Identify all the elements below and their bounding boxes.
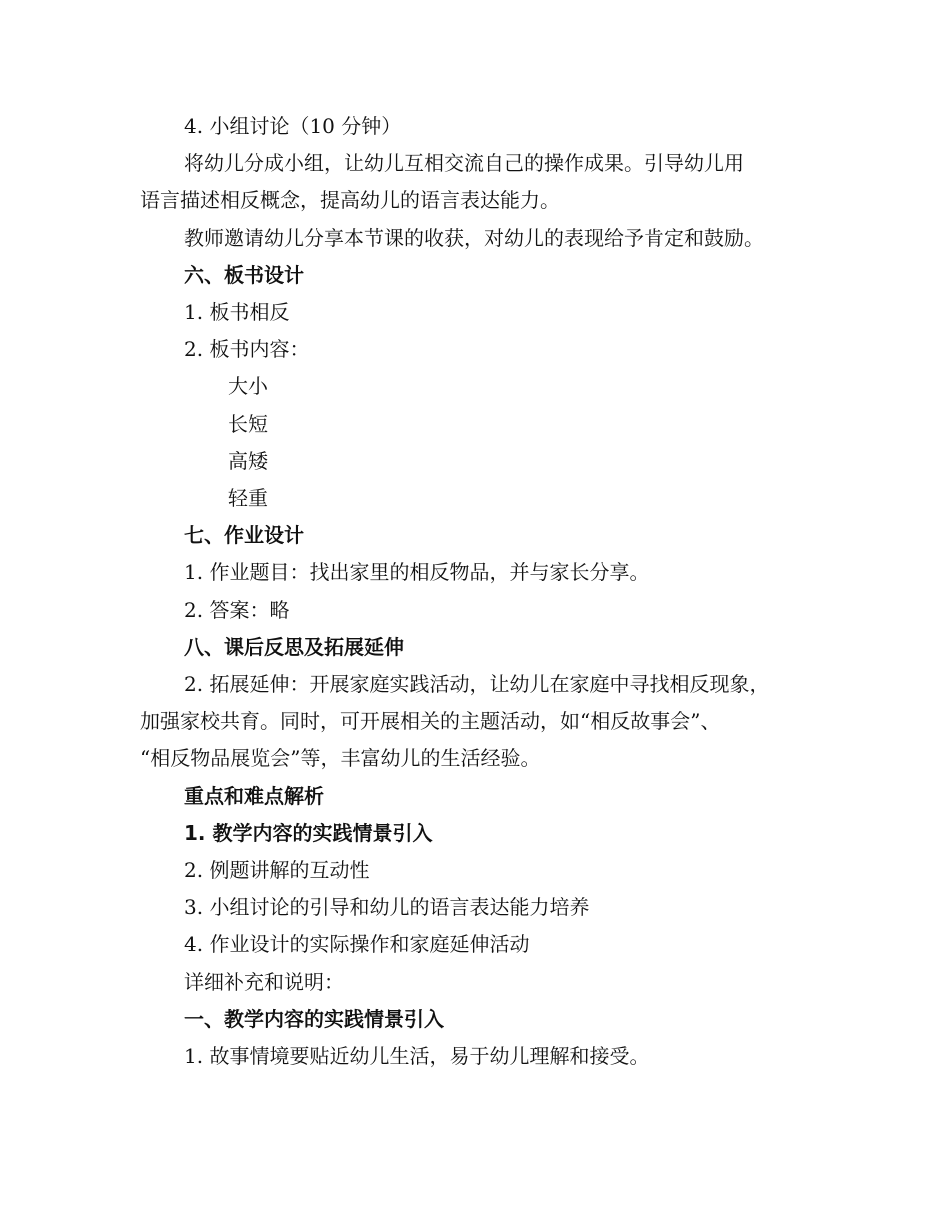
- heading-homework-design: 七、作业设计: [184, 523, 304, 547]
- para-extension-line-2: 加强家校共育。同时，可开展相关的主题活动，如“相反故事会”、: [140, 709, 721, 733]
- item-key-4: 4. 作业设计的实际操作和家庭延伸活动: [184, 932, 530, 956]
- heading-board-design: 六、板书设计: [184, 263, 304, 287]
- item-key-3: 3. 小组讨论的引导和幼儿的语言表达能力培养: [184, 895, 590, 919]
- heading-reflection: 八、课后反思及拓展延伸: [184, 635, 404, 659]
- item-key-1: 1. 教学内容的实践情景引入: [184, 821, 433, 845]
- board-word-height: 高矮: [228, 449, 268, 473]
- board-word-length: 长短: [228, 412, 268, 436]
- para-group-line-1: 将幼儿分成小组，让幼儿互相交流自己的操作成果。引导幼儿用: [184, 151, 744, 175]
- heading-key-points: 重点和难点解析: [184, 784, 324, 808]
- heading-practice-intro: 一、教学内容的实践情景引入: [184, 1007, 444, 1031]
- para-teacher-invite: 教师邀请幼儿分享本节课的收获，对幼儿的表现给予肯定和鼓励。: [184, 226, 764, 250]
- item-homework-answer: 2. 答案：略: [184, 598, 290, 622]
- para-group-line-2: 语言描述相反概念，提高幼儿的语言表达能力。: [140, 188, 560, 212]
- item-homework-topic: 1. 作业题目：找出家里的相反物品，并与家长分享。: [184, 560, 650, 584]
- board-word-size: 大小: [228, 374, 268, 398]
- board-word-weight: 轻重: [228, 486, 268, 510]
- label-details: 详细补充和说明：: [184, 970, 344, 994]
- para-extension-line-3: “相反物品展览会”等，丰富幼儿的生活经验。: [140, 746, 541, 770]
- item-story-situation: 1. 故事情境要贴近幼儿生活，易于幼儿理解和接受。: [184, 1044, 650, 1068]
- item-board-content: 2. 板书内容：: [184, 337, 310, 361]
- item-group-discussion: 4. 小组讨论（10 分钟）: [184, 114, 402, 138]
- para-extension-line-1: 2. 拓展延伸：开展家庭实践活动，让幼儿在家庭中寻找相反现象，: [184, 672, 770, 696]
- item-key-2: 2. 例题讲解的互动性: [184, 858, 370, 882]
- item-board-title: 1. 板书相反: [184, 300, 290, 324]
